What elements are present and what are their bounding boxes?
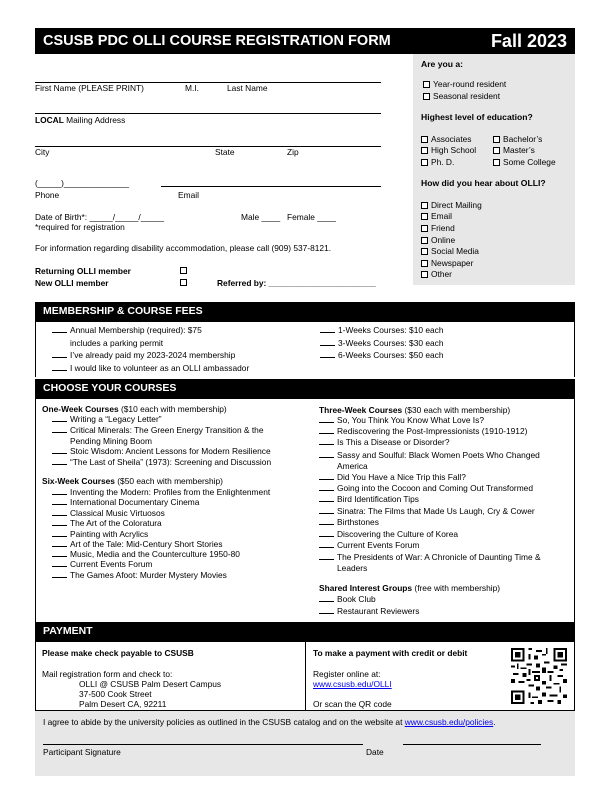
option-bachelors[interactable]: Bachelor’s (493, 134, 542, 144)
required-note: *required for registration (35, 222, 125, 232)
course-six-week[interactable]: International Documentary Cinema (52, 497, 199, 508)
city-state-zip-field[interactable] (35, 146, 381, 147)
referred-by-field[interactable]: Referred by: _______________________ (217, 278, 376, 288)
form-title: CSUSB PDC OLLI COURSE REGISTRATION FORM (43, 33, 391, 49)
course-shared-interest[interactable]: Book Club (319, 594, 376, 605)
email-field[interactable] (161, 186, 381, 187)
option-phd[interactable]: Ph. D. (421, 157, 454, 167)
first-name-label: First Name (PLEASE PRINT) (35, 83, 144, 93)
new-member-label: New OLLI member (35, 278, 109, 288)
option-masters[interactable]: Master’s (493, 145, 535, 155)
course-six-week[interactable]: Art of the Tale: Mid-Century Short Stories (52, 539, 223, 550)
zip-label: Zip (287, 147, 299, 157)
check-payable-label: Please make check payable to CSUSB (42, 648, 194, 658)
mi-label: M.I. (185, 83, 199, 93)
qr-code-icon[interactable] (511, 648, 567, 704)
fee-1-week[interactable]: 1-Weeks Courses: $10 each (320, 325, 444, 335)
option-online[interactable]: Online (421, 235, 455, 245)
signature-field[interactable] (43, 744, 363, 745)
course-three-week[interactable]: Rediscovering the Post-Impressionists (1910-1912) (319, 426, 527, 437)
option-newspaper[interactable]: Newspaper (421, 258, 473, 268)
course-shared-interest[interactable]: Restaurant Reviewers (319, 606, 419, 617)
three-week-heading: Three-Week Courses ($30 each with membership) (319, 405, 511, 415)
female-field[interactable]: Female ____ (287, 212, 336, 222)
olli-website-link[interactable]: www.csusb.edu/OLLI (313, 679, 392, 689)
term-label: Fall 2023 (490, 31, 567, 51)
course-six-week[interactable]: Inventing the Modern: Profiles from the Enlightenment (52, 487, 270, 498)
course-six-week[interactable]: Current Events Forum (52, 559, 152, 570)
course-three-week[interactable]: Sinatra: The Films that Made Us Laugh, Cry & Cower (319, 506, 535, 517)
course-six-week[interactable]: Classical Music Virtuosos (52, 508, 165, 519)
mail-address-line: Palm Desert CA, 92211 (79, 699, 167, 709)
new-member-checkbox[interactable] (180, 279, 187, 286)
returning-member-checkbox[interactable] (180, 267, 187, 274)
option-social-media[interactable]: Social Media (421, 246, 479, 256)
fee-annual-membership[interactable]: Annual Membership (required): $75 (52, 325, 202, 335)
email-label: Email (178, 190, 199, 200)
course-one-week[interactable]: Writing a “Legacy Letter” (52, 414, 162, 425)
state-label: State (215, 147, 235, 157)
six-week-heading: Six-Week Courses ($50 each with membership) (42, 476, 223, 486)
phone-label: Phone (35, 190, 60, 200)
form-title-bar (35, 28, 575, 54)
hear-about-question: How did you hear about OLLI? (421, 178, 546, 188)
fee-6-week[interactable]: 6-Weeks Courses: $50 each (320, 350, 444, 360)
fees-section-header: MEMBERSHIP & COURSE FEES (35, 302, 575, 321)
payment-section-header: PAYMENT (35, 622, 575, 641)
dob-field[interactable]: Date of Birth*: _____/_____/_____ (35, 212, 164, 222)
date-label: Date (366, 747, 384, 757)
fee-already-paid[interactable]: I’ve already paid my 2023-2024 membership (52, 350, 235, 360)
option-high-school[interactable]: High School (421, 145, 476, 155)
mail-instructions: Mail registration form and check to: (42, 669, 173, 679)
mail-address-line: 37-500 Cook Street (79, 689, 152, 699)
city-label: City (35, 147, 50, 157)
option-friend[interactable]: Friend (421, 223, 455, 233)
questionnaire-panel (413, 54, 575, 285)
course-one-week[interactable]: Critical Minerals: The Green Energy Transition & the Pending Mining Boom (52, 425, 292, 446)
course-three-week[interactable]: Is This a Disease or Disorder? (319, 437, 450, 448)
mailing-address-field[interactable] (35, 113, 381, 114)
courses-section-header: CHOOSE YOUR COURSES (35, 379, 575, 398)
mail-address-line: OLLI @ CSUSB Palm Desert Campus (79, 679, 222, 689)
course-three-week[interactable]: Bird Identification Tips (319, 494, 419, 505)
qr-instructions: Or scan the QR code (313, 699, 392, 709)
course-three-week[interactable]: So, You Think You Know What Love Is? (319, 415, 484, 426)
option-email[interactable]: Email (421, 211, 452, 221)
course-six-week[interactable]: The Art of the Coloratura (52, 518, 162, 529)
course-three-week[interactable]: Discovering the Culture of Korea (319, 529, 458, 540)
shared-interest-heading: Shared Interest Groups (free with membership) (319, 583, 501, 593)
option-other[interactable]: Other (421, 269, 452, 279)
date-field[interactable] (403, 744, 541, 745)
course-six-week[interactable]: The Games Afoot: Murder Mystery Movies (52, 570, 227, 581)
payment-divider (305, 641, 306, 711)
course-six-week[interactable]: Painting with Acrylics (52, 529, 148, 540)
fee-parking-note: includes a parking permit (70, 338, 164, 348)
course-three-week[interactable]: Did You Have a Nice Trip this Fall? (319, 472, 466, 483)
course-one-week[interactable]: “The Last of Sheila” (1973): Screening and Discussion (52, 457, 271, 468)
register-online-label: Register online at: (313, 669, 381, 679)
course-three-week[interactable]: Going into the Cocoon and Coming Out Transformed (319, 483, 533, 494)
course-three-week[interactable]: Birthstones (319, 517, 379, 528)
one-week-heading: One-Week Courses ($10 each with membership) (42, 404, 227, 414)
course-three-week[interactable]: Current Events Forum (319, 540, 419, 551)
course-one-week[interactable]: Stoic Wisdom: Ancient Lessons for Modern Resilience (52, 446, 271, 457)
education-question: Highest level of education? (421, 112, 533, 122)
disability-note: For information regarding disability accommodation, please call (909) 537-8121. (35, 243, 332, 253)
returning-member-label: Returning OLLI member (35, 266, 131, 276)
course-six-week[interactable]: Music, Media and the Counterculture 1950-80 (52, 549, 240, 560)
fee-volunteer[interactable]: I would like to volunteer as an OLLI ambassador (52, 363, 249, 373)
policies-link[interactable]: www.csusb.edu/policies (404, 717, 494, 727)
option-associates[interactable]: Associates (421, 134, 472, 144)
option-some-college[interactable]: Some College (493, 157, 556, 167)
course-three-week[interactable]: Sassy and Soulful: Black Women Poets Who Changed America (319, 450, 569, 471)
agreement-text: I agree to abide by the university policies as outlined in the CSUSB catalog and on the website at www.csusb.edu/policies. (43, 717, 496, 727)
option-direct-mailing[interactable]: Direct Mailing (421, 200, 482, 210)
option-year-round[interactable]: Year-round resident (423, 79, 506, 89)
last-name-label: Last Name (227, 83, 268, 93)
fee-3-week[interactable]: 3-Weeks Courses: $30 each (320, 338, 444, 348)
option-seasonal[interactable]: Seasonal resident (423, 91, 500, 101)
male-field[interactable]: Male ____ (241, 212, 281, 222)
course-three-week[interactable]: The Presidents of War: A Chronicle of Daunting Time & Leaders (319, 552, 573, 573)
mailing-address-label: LOCAL Mailing Address (35, 115, 126, 125)
resident-question: Are you a: (421, 59, 464, 69)
phone-field[interactable]: (_____)______________ (35, 178, 130, 188)
signature-label: Participant Signature (43, 747, 121, 757)
card-payment-label: To make a payment with credit or debit (313, 648, 468, 658)
